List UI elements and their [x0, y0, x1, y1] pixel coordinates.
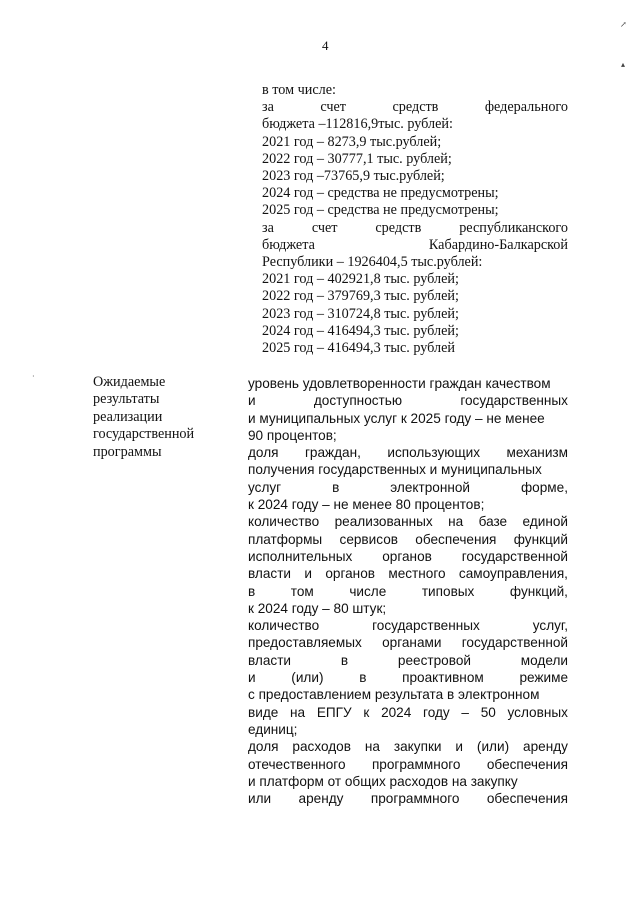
- text-word: федерального: [484, 99, 568, 116]
- section-label-line: Ожидаемые: [93, 374, 166, 390]
- text-word: государственных: [372, 618, 480, 634]
- text-word: граждан,: [304, 445, 361, 461]
- financing-line: [262, 151, 568, 168]
- financing-line: [262, 220, 568, 237]
- financing-block: [262, 82, 568, 357]
- results-line: [248, 375, 568, 392]
- results-line: [248, 617, 568, 634]
- text-word: исполнительных: [248, 548, 353, 564]
- text-word: количество: [248, 514, 320, 530]
- text-word: доля: [248, 739, 279, 755]
- text-word: аренду: [523, 739, 568, 755]
- text-word: бюджета: [262, 236, 315, 253]
- text-word: и: [304, 566, 312, 582]
- results-line: [248, 496, 568, 513]
- results-line: [248, 565, 568, 582]
- text-word: виде: [248, 704, 279, 720]
- section-label: [93, 374, 233, 461]
- text-word: (или): [291, 670, 324, 686]
- results-line: [248, 686, 568, 703]
- text-word: 2023 год –73765,9 тыс.рублей;: [262, 168, 445, 185]
- text-word: режиме: [519, 670, 568, 686]
- text-word: электронной: [390, 479, 471, 495]
- text-word: получения государственных и муниципальных: [248, 462, 542, 478]
- text-word: 2021 год – 8273,9 тыс.рублей;: [262, 133, 442, 150]
- text-word: программного: [370, 791, 460, 807]
- text-word: функций: [513, 531, 568, 547]
- expected-results-block: [248, 375, 568, 807]
- text-word: обеспечения: [486, 756, 568, 772]
- text-word: (или): [476, 739, 510, 755]
- text-word: на: [290, 704, 306, 720]
- results-line: [248, 513, 568, 530]
- text-word: 2024: [381, 704, 412, 720]
- text-word: услуг,: [532, 618, 568, 634]
- text-word: государственных: [460, 393, 568, 409]
- text-word: предоставляемых: [248, 635, 362, 651]
- financing-line: [262, 306, 568, 323]
- text-word: в: [332, 479, 340, 495]
- text-word: и муниципальных услуг к 2025 году – не менее: [248, 410, 545, 426]
- text-word: на: [364, 739, 380, 755]
- text-word: 2022 год – 30777,1 тыс. рублей;: [262, 150, 452, 167]
- text-word: самоуправления,: [458, 566, 568, 582]
- text-word: типовых: [421, 583, 475, 599]
- text-word: 2024 год – 416494,3 тыс. рублей;: [262, 322, 459, 339]
- section-label-line: реализации: [93, 408, 163, 425]
- results-line: [248, 773, 568, 790]
- text-word: доступностью: [313, 393, 403, 409]
- text-word: 2025 год – 416494,3 тыс. рублей: [262, 340, 455, 357]
- section-label-line: государственной: [93, 426, 195, 443]
- text-word: и платформ от общих расходов на закупку: [248, 773, 518, 789]
- section-label-line: программы: [93, 443, 162, 460]
- scan-mark: ↗: [620, 20, 627, 29]
- text-word: реализованных: [334, 514, 433, 530]
- results-line: [248, 600, 568, 617]
- text-word: в: [359, 670, 367, 686]
- text-word: году: [423, 704, 450, 720]
- text-word: и: [455, 739, 463, 755]
- text-word: счет: [311, 219, 338, 236]
- text-word: государственной: [461, 635, 568, 651]
- text-word: расходов: [292, 739, 351, 755]
- results-line: [248, 704, 568, 721]
- financing-line: [262, 340, 568, 357]
- text-word: к: [363, 704, 370, 720]
- financing-line: [262, 288, 568, 305]
- financing-line: [262, 99, 568, 116]
- text-word: Республики – 1926404,5 тыс.рублей:: [262, 254, 483, 271]
- text-word: 2023 год – 310724,8 тыс. рублей;: [262, 305, 459, 322]
- results-line: [248, 410, 568, 427]
- text-word: единой: [522, 514, 568, 530]
- text-word: условных: [507, 704, 568, 720]
- text-word: органами: [382, 635, 442, 651]
- financing-line: [262, 323, 568, 340]
- financing-line: [262, 237, 568, 254]
- results-line: [248, 583, 568, 600]
- results-line: [248, 392, 568, 409]
- results-line: [248, 444, 568, 461]
- text-word: 90 процентов;: [248, 427, 337, 443]
- text-word: к 2024 году – не менее 80 процентов;: [248, 497, 485, 513]
- results-line: [248, 427, 568, 444]
- text-word: средств: [375, 219, 422, 236]
- text-word: обеспечения: [486, 791, 568, 807]
- results-line: [248, 738, 568, 755]
- results-line: [248, 479, 568, 496]
- text-word: обеспечения: [415, 531, 497, 547]
- financing-line: [262, 168, 568, 185]
- text-word: в: [340, 652, 349, 668]
- text-word: бюджета –112816,9тыс. рублей:: [262, 116, 453, 133]
- text-word: программного: [371, 756, 461, 772]
- text-word: модели: [520, 652, 568, 668]
- text-word: –: [461, 704, 469, 720]
- results-line: [248, 669, 568, 686]
- text-word: уровень удовлетворенности граждан качеством: [248, 376, 551, 391]
- financing-line: [262, 271, 568, 288]
- text-word: ЕПГУ: [316, 704, 352, 720]
- text-word: реестровой: [397, 652, 471, 668]
- text-word: за: [262, 99, 274, 116]
- results-line: [248, 461, 568, 478]
- page-number: 4: [322, 38, 329, 53]
- financing-line: [262, 254, 568, 271]
- results-line: [248, 721, 568, 738]
- text-word: власти: [248, 566, 292, 582]
- financing-line: [262, 82, 568, 99]
- text-word: отечественного: [248, 756, 346, 772]
- results-line: [248, 548, 568, 565]
- text-word: в: [248, 583, 256, 599]
- scan-mark: ▴: [621, 60, 626, 69]
- text-word: средств: [392, 99, 439, 116]
- text-word: аренду: [298, 791, 344, 807]
- text-word: или: [248, 791, 272, 807]
- results-line: [248, 756, 568, 773]
- text-word: числе: [349, 583, 387, 599]
- text-word: 2022 год – 379769,3 тыс. рублей;: [262, 288, 459, 305]
- text-word: и: [248, 393, 256, 409]
- results-line: [248, 634, 568, 651]
- section-label-line: результаты: [93, 391, 160, 408]
- text-word: в том числе:: [262, 82, 336, 98]
- scan-mark: ·: [32, 372, 35, 381]
- financing-line: [262, 134, 568, 151]
- text-word: органов: [382, 548, 432, 564]
- text-word: счет: [320, 99, 347, 116]
- text-word: 2024 год – средства не предусмотрены;: [262, 185, 499, 202]
- text-word: органов: [325, 566, 375, 582]
- text-word: 50: [480, 704, 496, 720]
- text-word: закупки: [393, 739, 442, 755]
- financing-line: [262, 116, 568, 133]
- text-word: использующих: [387, 445, 481, 461]
- text-word: форме,: [520, 479, 568, 495]
- results-line: [248, 790, 568, 807]
- text-word: платформы: [248, 531, 323, 547]
- results-line: [248, 652, 568, 669]
- text-word: 2025 год – средства не предусмотрены;: [262, 202, 499, 219]
- text-word: власти: [248, 652, 292, 668]
- text-word: на: [448, 514, 464, 530]
- text-word: том: [290, 583, 314, 599]
- text-word: к 2024 году – 80 штук;: [248, 600, 387, 616]
- text-word: функций,: [509, 583, 568, 599]
- text-word: Кабардино-Балкарской: [428, 236, 568, 253]
- text-word: базе: [478, 514, 508, 530]
- text-word: местного: [388, 566, 446, 582]
- text-word: услуг: [248, 479, 282, 495]
- results-line: [248, 531, 568, 548]
- text-word: механизм: [506, 445, 568, 461]
- financing-line: [262, 202, 568, 219]
- text-word: и: [248, 670, 256, 686]
- text-word: за: [262, 219, 274, 236]
- text-word: с предоставлением результата в электронном: [248, 687, 540, 703]
- financing-line: [262, 185, 568, 202]
- text-word: 2021 год – 402921,8 тыс. рублей;: [262, 271, 459, 288]
- text-word: проактивном: [402, 670, 484, 686]
- text-word: республиканского: [459, 219, 568, 236]
- text-word: единиц;: [248, 721, 298, 737]
- text-word: государственной: [461, 548, 568, 564]
- text-word: количество: [248, 618, 320, 634]
- text-word: сервисов: [339, 531, 398, 547]
- text-word: доля: [248, 445, 279, 461]
